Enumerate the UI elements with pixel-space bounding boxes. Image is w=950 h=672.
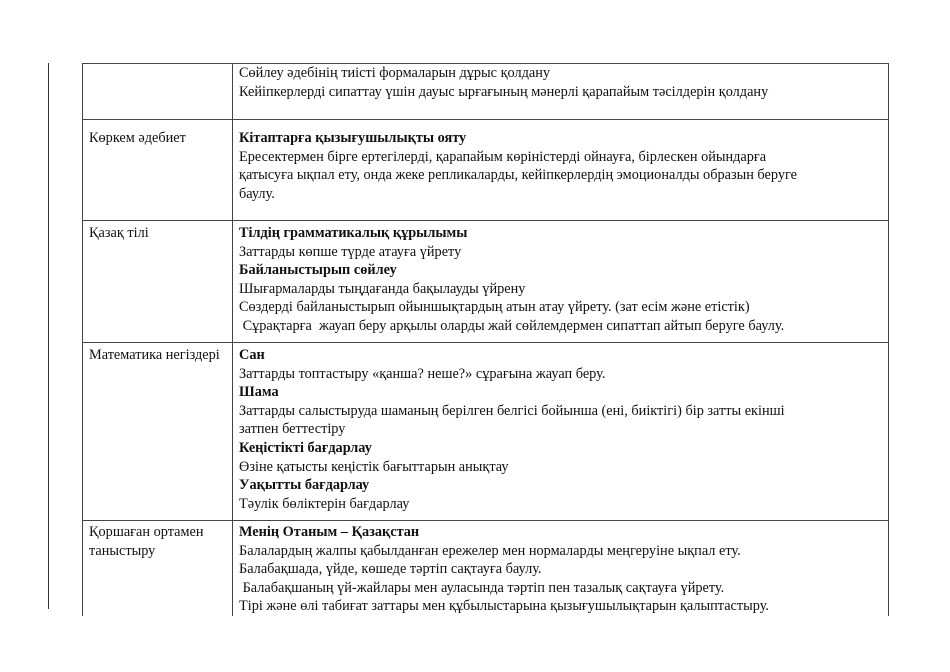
content-cell (233, 120, 889, 221)
content-line: Тірі және өлі табиғат заттары мен құбылыстарына қызығушылықтарын қалыптастыру. (239, 598, 770, 615)
subject-cell (83, 64, 233, 120)
content-cell (233, 64, 889, 120)
content-cell (233, 221, 889, 343)
subject-cell: Математика негіздері (83, 343, 233, 521)
section-heading: Уақытты бағдарлау (239, 477, 370, 494)
content-cell (233, 521, 889, 616)
subject-cell: Қазақ тілі (83, 221, 233, 343)
content-cell (233, 343, 889, 521)
section-heading: Менің Отаным – Қазақстан (239, 524, 420, 540)
content-line: Сөздерді байланыстырып ойыншықтардың атын атау үйрету. (зат есім және етістік) (239, 299, 750, 316)
content-line: затпен беттестіру (239, 421, 346, 438)
table-row (83, 343, 889, 521)
content-line: Тәулік бөліктерін бағдарлау (239, 495, 410, 512)
outer-column-line (48, 63, 49, 609)
content-line: Ересектермен бірге ертегілерді, қарапайым көріністерді ойнауға, бірлескен ойындарға (239, 148, 767, 165)
content-line: Сөйлеу әдебінің тиісті формаларын дұрыс қолдану (239, 65, 551, 81)
content-line: Кейіпкерлерді сипаттау үшін дауыс ырғағының мәнерлі қарапайым тәсілдерін қолдану (239, 83, 769, 100)
content-line: Балалардың жалпы қабылданған ережелер мен нормаларды меңгеруіне ықпал ету. (239, 542, 741, 559)
section-heading: Шама (239, 384, 279, 401)
section-heading: Байланыстырып сөйлеу (239, 262, 397, 279)
table-row (83, 120, 889, 221)
section-heading: Сан (239, 347, 265, 363)
subject-cell: Көркем әдебиет (83, 120, 233, 221)
content-line: қатысуға ықпал ету, онда жеке репликаларды, кейіпкерлердің эмоционалды образын беруге (239, 167, 797, 184)
content-line: баулу. (239, 185, 275, 202)
content-line: Өзіне қатысты кеңістік бағыттарын анықтау (239, 458, 509, 475)
content-line: Шығармаларды тыңдағанда бақылауды үйрену (239, 280, 526, 297)
subject-cell: Қоршаған ортамен таныстыру (83, 521, 233, 616)
content-line: Заттарды топтастыру «қанша? неше?» сұрағына жауап беру. (239, 365, 606, 382)
content-line: Заттарды көпше түрде атауға үйрету (239, 243, 462, 260)
table-row (83, 221, 889, 343)
content-line: Балабақшада, үйде, көшеде тәртіп сақтауға баулу. (239, 561, 542, 578)
curriculum-table (82, 63, 889, 616)
table-row (83, 521, 889, 616)
section-heading: Тілдің грамматикалық құрылымы (239, 225, 468, 241)
section-heading: Кітаптарға қызығушылықты ояту (239, 130, 467, 146)
content-line: Заттарды салыстыруда шаманың берілген белгісі бойынша (ені, биіктігі) бір затты екінші (239, 402, 785, 419)
table-row (83, 64, 889, 120)
content-line: Балабақшаның үй-жайлары мен ауласында тәртіп пен тазалық сақтауға үйрету. (239, 579, 725, 596)
content-line: Сұрақтарға жауап беру арқылы оларды жай сөйлемдермен сипаттап айтып беруге баулу. (239, 317, 785, 334)
section-heading: Кеңістікті бағдарлау (239, 439, 372, 456)
